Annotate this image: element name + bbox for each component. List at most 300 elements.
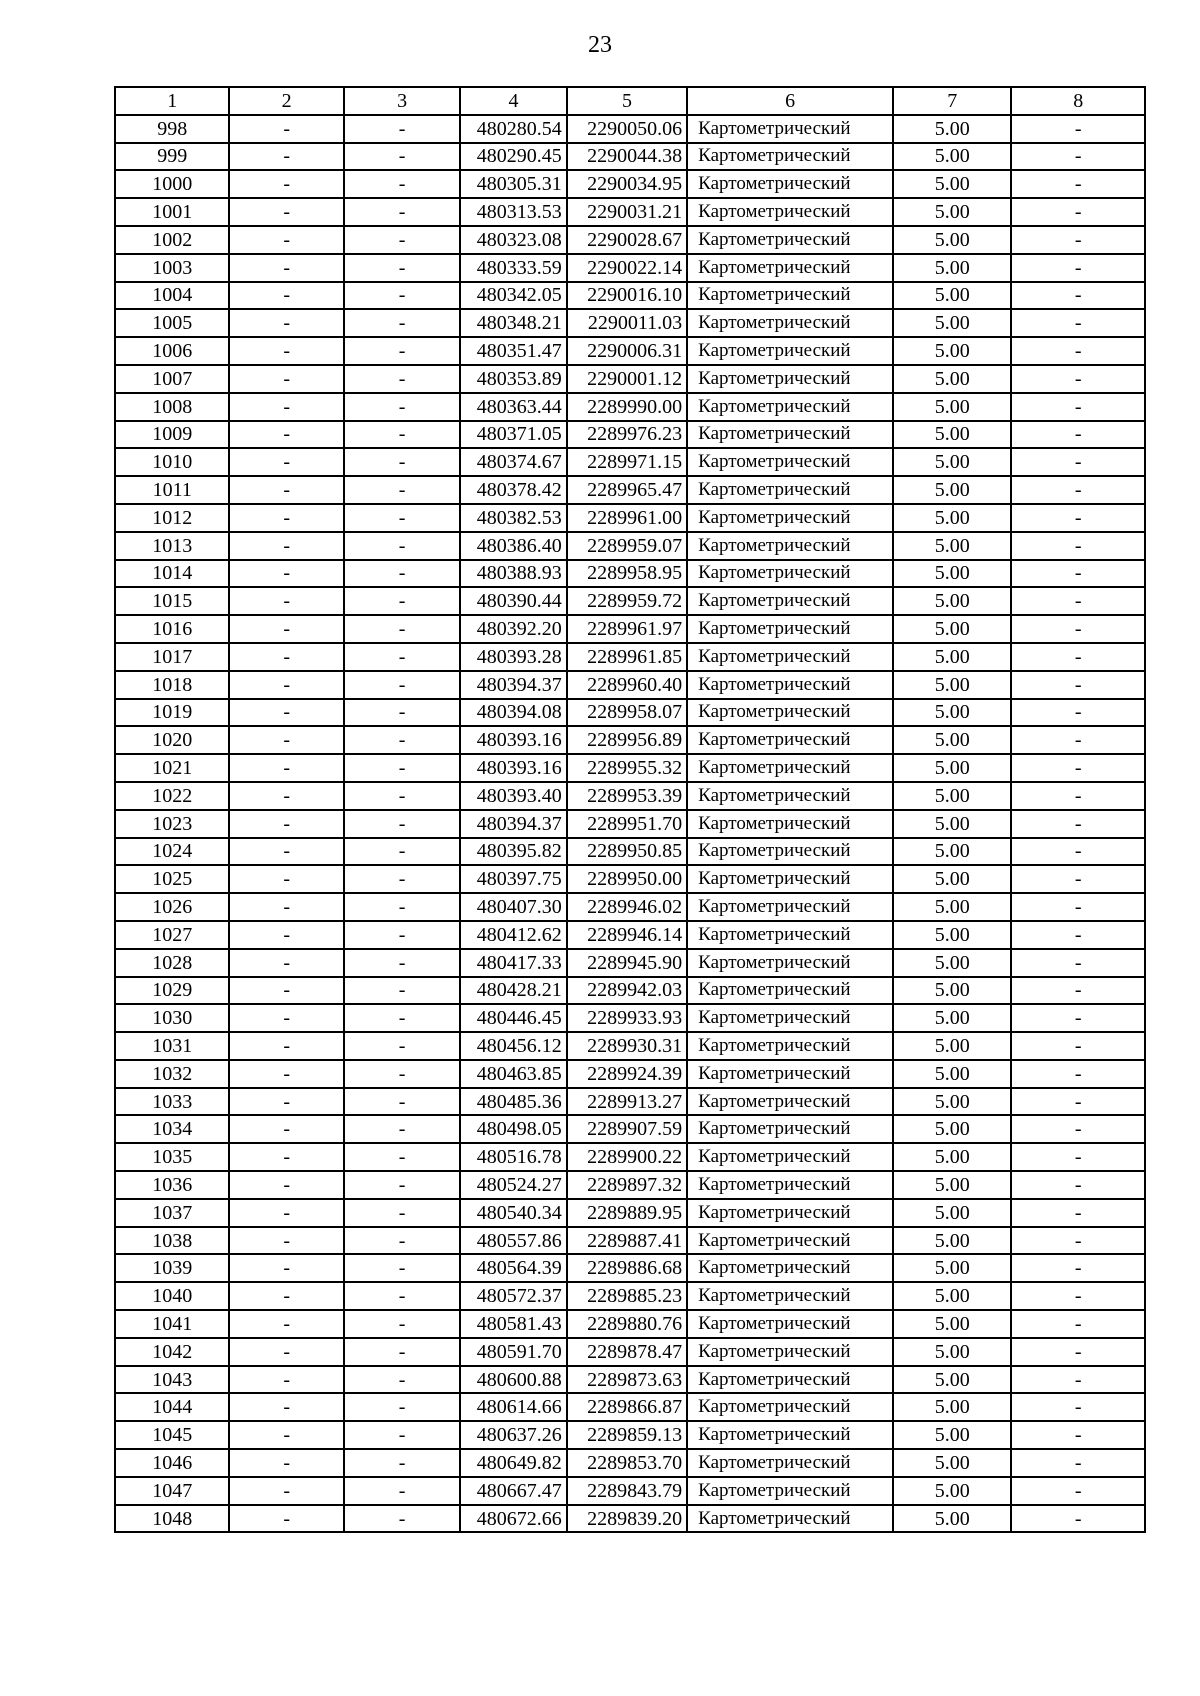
cell-col-2: - [229, 1477, 343, 1505]
accuracy-value: 5.00 [893, 1004, 1011, 1032]
coordinate-x: 480371.05 [460, 421, 566, 449]
coordinate-y: 2289961.97 [567, 615, 687, 643]
determination-method: Картометрический [687, 1088, 893, 1116]
page-number: 23 [588, 32, 612, 58]
determination-method: Картометрический [687, 1477, 893, 1505]
determination-method: Картометрический [687, 1004, 893, 1032]
coordinate-x: 480378.42 [460, 476, 566, 504]
table-row [115, 170, 1145, 198]
point-number: 1038 [115, 1227, 229, 1255]
point-number: 1023 [115, 810, 229, 838]
accuracy-value: 5.00 [893, 893, 1011, 921]
coordinate-x: 480407.30 [460, 893, 566, 921]
coordinate-y: 2289873.63 [567, 1366, 687, 1394]
cell-col-8: - [1011, 504, 1145, 532]
accuracy-value: 5.00 [893, 754, 1011, 782]
point-number: 1045 [115, 1421, 229, 1449]
cell-col-3: - [344, 1254, 460, 1282]
accuracy-value: 5.00 [893, 587, 1011, 615]
accuracy-value: 5.00 [893, 699, 1011, 727]
point-number: 1041 [115, 1310, 229, 1338]
cell-col-8: - [1011, 393, 1145, 421]
coordinate-x: 480557.86 [460, 1227, 566, 1255]
coordinate-x: 480600.88 [460, 1366, 566, 1394]
cell-col-8: - [1011, 1004, 1145, 1032]
coordinate-x: 480394.37 [460, 671, 566, 699]
coordinate-x: 480572.37 [460, 1282, 566, 1310]
coordinates-table [114, 86, 1146, 1533]
cell-col-3: - [344, 1088, 460, 1116]
cell-col-3: - [344, 1171, 460, 1199]
cell-col-2: - [229, 309, 343, 337]
point-number: 999 [115, 143, 229, 171]
coordinate-x: 480498.05 [460, 1115, 566, 1143]
determination-method: Картометрический [687, 476, 893, 504]
cell-col-8: - [1011, 977, 1145, 1005]
coordinate-y: 2289889.95 [567, 1199, 687, 1227]
table-row [115, 1171, 1145, 1199]
coordinate-y: 2289853.70 [567, 1449, 687, 1477]
cell-col-8: - [1011, 865, 1145, 893]
cell-col-3: - [344, 1310, 460, 1338]
cell-col-8: - [1011, 1199, 1145, 1227]
table-row [115, 448, 1145, 476]
accuracy-value: 5.00 [893, 1199, 1011, 1227]
point-number: 1003 [115, 254, 229, 282]
point-number: 1030 [115, 1004, 229, 1032]
cell-col-3: - [344, 532, 460, 560]
cell-col-3: - [344, 1143, 460, 1171]
cell-col-2: - [229, 393, 343, 421]
coordinate-x: 480412.62 [460, 921, 566, 949]
determination-method: Картометрический [687, 1115, 893, 1143]
point-number: 1008 [115, 393, 229, 421]
coordinate-y: 2290044.38 [567, 143, 687, 171]
determination-method: Картометрический [687, 504, 893, 532]
column-header: 7 [893, 87, 1011, 115]
cell-col-2: - [229, 365, 343, 393]
cell-col-2: - [229, 1393, 343, 1421]
table-row [115, 1143, 1145, 1171]
determination-method: Картометрический [687, 198, 893, 226]
cell-col-3: - [344, 838, 460, 866]
accuracy-value: 5.00 [893, 726, 1011, 754]
cell-col-8: - [1011, 170, 1145, 198]
cell-col-8: - [1011, 532, 1145, 560]
accuracy-value: 5.00 [893, 282, 1011, 310]
table-row [115, 726, 1145, 754]
accuracy-value: 5.00 [893, 337, 1011, 365]
cell-col-3: - [344, 949, 460, 977]
accuracy-value: 5.00 [893, 560, 1011, 588]
cell-col-2: - [229, 1310, 343, 1338]
cell-col-2: - [229, 893, 343, 921]
accuracy-value: 5.00 [893, 1421, 1011, 1449]
cell-col-2: - [229, 1254, 343, 1282]
cell-col-8: - [1011, 337, 1145, 365]
cell-col-2: - [229, 143, 343, 171]
cell-col-8: - [1011, 838, 1145, 866]
coordinate-y: 2289885.23 [567, 1282, 687, 1310]
coordinate-y: 2289990.00 [567, 393, 687, 421]
accuracy-value: 5.00 [893, 1505, 1011, 1533]
cell-col-8: - [1011, 1366, 1145, 1394]
determination-method: Картометрический [687, 671, 893, 699]
point-number: 1013 [115, 532, 229, 560]
coordinate-y: 2290011.03 [567, 309, 687, 337]
cell-col-8: - [1011, 671, 1145, 699]
table-row [115, 949, 1145, 977]
cell-col-3: - [344, 810, 460, 838]
coordinate-y: 2289843.79 [567, 1477, 687, 1505]
table-row [115, 421, 1145, 449]
coordinate-y: 2289933.93 [567, 1004, 687, 1032]
table-row [115, 254, 1145, 282]
point-number: 1048 [115, 1505, 229, 1533]
table-row [115, 977, 1145, 1005]
point-number: 1032 [115, 1060, 229, 1088]
cell-col-2: - [229, 838, 343, 866]
cell-col-8: - [1011, 421, 1145, 449]
accuracy-value: 5.00 [893, 226, 1011, 254]
table-row [115, 337, 1145, 365]
point-number: 1031 [115, 1032, 229, 1060]
cell-col-2: - [229, 254, 343, 282]
coordinate-y: 2289956.89 [567, 726, 687, 754]
accuracy-value: 5.00 [893, 1282, 1011, 1310]
accuracy-value: 5.00 [893, 254, 1011, 282]
determination-method: Картометрический [687, 1254, 893, 1282]
determination-method: Картометрический [687, 949, 893, 977]
cell-col-8: - [1011, 1449, 1145, 1477]
column-header: 4 [460, 87, 566, 115]
coordinate-x: 480463.85 [460, 1060, 566, 1088]
accuracy-value: 5.00 [893, 1060, 1011, 1088]
cell-col-8: - [1011, 1143, 1145, 1171]
point-number: 1001 [115, 198, 229, 226]
point-number: 1015 [115, 587, 229, 615]
coordinate-y: 2289907.59 [567, 1115, 687, 1143]
point-number: 1036 [115, 1171, 229, 1199]
table-row [115, 504, 1145, 532]
accuracy-value: 5.00 [893, 1088, 1011, 1116]
determination-method: Картометрический [687, 560, 893, 588]
determination-method: Картометрический [687, 1505, 893, 1533]
point-number: 1018 [115, 671, 229, 699]
cell-col-2: - [229, 1227, 343, 1255]
determination-method: Картометрический [687, 1338, 893, 1366]
cell-col-3: - [344, 337, 460, 365]
determination-method: Картометрический [687, 921, 893, 949]
point-number: 1033 [115, 1088, 229, 1116]
cell-col-3: - [344, 1115, 460, 1143]
accuracy-value: 5.00 [893, 1366, 1011, 1394]
accuracy-value: 5.00 [893, 921, 1011, 949]
coordinate-y: 2289859.13 [567, 1421, 687, 1449]
determination-method: Картометрический [687, 1199, 893, 1227]
accuracy-value: 5.00 [893, 838, 1011, 866]
table-row [115, 282, 1145, 310]
cell-col-2: - [229, 587, 343, 615]
coordinate-x: 480348.21 [460, 309, 566, 337]
table-row [115, 921, 1145, 949]
cell-col-3: - [344, 977, 460, 1005]
column-header: 6 [687, 87, 893, 115]
cell-col-2: - [229, 198, 343, 226]
table-row [115, 1421, 1145, 1449]
cell-col-8: - [1011, 476, 1145, 504]
table-row [115, 1505, 1145, 1533]
accuracy-value: 5.00 [893, 810, 1011, 838]
cell-col-2: - [229, 1282, 343, 1310]
cell-col-2: - [229, 810, 343, 838]
determination-method: Картометрический [687, 782, 893, 810]
coordinate-x: 480392.20 [460, 615, 566, 643]
coordinate-y: 2289887.41 [567, 1227, 687, 1255]
coordinate-y: 2289942.03 [567, 977, 687, 1005]
cell-col-3: - [344, 170, 460, 198]
cell-col-3: - [344, 448, 460, 476]
coordinate-y: 2289946.14 [567, 921, 687, 949]
cell-col-2: - [229, 977, 343, 1005]
coordinate-y: 2289913.27 [567, 1088, 687, 1116]
column-header: 8 [1011, 87, 1145, 115]
coordinate-x: 480649.82 [460, 1449, 566, 1477]
coordinate-y: 2289958.07 [567, 699, 687, 727]
coordinate-y: 2290001.12 [567, 365, 687, 393]
coordinate-y: 2289950.00 [567, 865, 687, 893]
point-number: 1004 [115, 282, 229, 310]
column-header: 3 [344, 87, 460, 115]
coordinate-y: 2289959.07 [567, 532, 687, 560]
coordinate-y: 2289976.23 [567, 421, 687, 449]
table-row [115, 810, 1145, 838]
cell-col-8: - [1011, 643, 1145, 671]
point-number: 1043 [115, 1366, 229, 1394]
cell-col-2: - [229, 504, 343, 532]
coordinate-y: 2289965.47 [567, 476, 687, 504]
cell-col-8: - [1011, 782, 1145, 810]
cell-col-3: - [344, 754, 460, 782]
point-number: 1042 [115, 1338, 229, 1366]
table-row [115, 393, 1145, 421]
accuracy-value: 5.00 [893, 643, 1011, 671]
point-number: 1002 [115, 226, 229, 254]
table-header-row [115, 87, 1145, 115]
determination-method: Картометрический [687, 309, 893, 337]
accuracy-value: 5.00 [893, 1171, 1011, 1199]
coordinate-y: 2289959.72 [567, 587, 687, 615]
accuracy-value: 5.00 [893, 170, 1011, 198]
cell-col-8: - [1011, 754, 1145, 782]
cell-col-3: - [344, 587, 460, 615]
coordinate-x: 480581.43 [460, 1310, 566, 1338]
coordinate-x: 480394.37 [460, 810, 566, 838]
point-number: 1012 [115, 504, 229, 532]
cell-col-3: - [344, 615, 460, 643]
table-row [115, 1393, 1145, 1421]
determination-method: Картометрический [687, 170, 893, 198]
cell-col-3: - [344, 1004, 460, 1032]
table-row [115, 1115, 1145, 1143]
coordinate-y: 2289951.70 [567, 810, 687, 838]
accuracy-value: 5.00 [893, 671, 1011, 699]
cell-col-2: - [229, 1171, 343, 1199]
cell-col-2: - [229, 1199, 343, 1227]
table-row [115, 615, 1145, 643]
coordinate-x: 480386.40 [460, 532, 566, 560]
cell-col-8: - [1011, 615, 1145, 643]
accuracy-value: 5.00 [893, 476, 1011, 504]
coordinate-x: 480393.28 [460, 643, 566, 671]
accuracy-value: 5.00 [893, 1310, 1011, 1338]
accuracy-value: 5.00 [893, 309, 1011, 337]
cell-col-8: - [1011, 1060, 1145, 1088]
cell-col-3: - [344, 309, 460, 337]
determination-method: Картометрический [687, 643, 893, 671]
determination-method: Картометрический [687, 282, 893, 310]
table-row [115, 754, 1145, 782]
cell-col-2: - [229, 615, 343, 643]
table-row [115, 671, 1145, 699]
coordinate-y: 2289953.39 [567, 782, 687, 810]
point-number: 1006 [115, 337, 229, 365]
cell-col-3: - [344, 560, 460, 588]
point-number: 1005 [115, 309, 229, 337]
coordinate-x: 480564.39 [460, 1254, 566, 1282]
point-number: 1009 [115, 421, 229, 449]
cell-col-3: - [344, 1505, 460, 1533]
coordinate-x: 480323.08 [460, 226, 566, 254]
cell-col-8: - [1011, 1505, 1145, 1533]
cell-col-8: - [1011, 1421, 1145, 1449]
determination-method: Картометрический [687, 977, 893, 1005]
coordinate-y: 2290050.06 [567, 115, 687, 143]
point-number: 1044 [115, 1393, 229, 1421]
coordinate-x: 480374.67 [460, 448, 566, 476]
accuracy-value: 5.00 [893, 977, 1011, 1005]
point-number: 1017 [115, 643, 229, 671]
accuracy-value: 5.00 [893, 143, 1011, 171]
coordinate-x: 480417.33 [460, 949, 566, 977]
table-row [115, 1254, 1145, 1282]
coordinate-y: 2289880.76 [567, 1310, 687, 1338]
coordinate-x: 480395.82 [460, 838, 566, 866]
cell-col-2: - [229, 726, 343, 754]
cell-col-3: - [344, 421, 460, 449]
table-row [115, 1310, 1145, 1338]
coordinate-y: 2289945.90 [567, 949, 687, 977]
coordinate-x: 480353.89 [460, 365, 566, 393]
table-row [115, 893, 1145, 921]
determination-method: Картометрический [687, 1032, 893, 1060]
determination-method: Картометрический [687, 143, 893, 171]
point-number: 1037 [115, 1199, 229, 1227]
determination-method: Картометрический [687, 226, 893, 254]
coordinate-x: 480397.75 [460, 865, 566, 893]
point-number: 1021 [115, 754, 229, 782]
cell-col-3: - [344, 1338, 460, 1366]
determination-method: Картометрический [687, 1282, 893, 1310]
cell-col-3: - [344, 1060, 460, 1088]
accuracy-value: 5.00 [893, 448, 1011, 476]
cell-col-8: - [1011, 254, 1145, 282]
cell-col-8: - [1011, 699, 1145, 727]
coordinate-y: 2290022.14 [567, 254, 687, 282]
cell-col-8: - [1011, 810, 1145, 838]
coordinate-x: 480313.53 [460, 198, 566, 226]
determination-method: Картометрический [687, 1393, 893, 1421]
point-number: 1039 [115, 1254, 229, 1282]
table-row [115, 143, 1145, 171]
table-row [115, 1366, 1145, 1394]
table-row [115, 365, 1145, 393]
table-row [115, 865, 1145, 893]
cell-col-2: - [229, 1032, 343, 1060]
cell-col-3: - [344, 1032, 460, 1060]
coordinate-y: 2289955.32 [567, 754, 687, 782]
cell-col-3: - [344, 1449, 460, 1477]
cell-col-3: - [344, 671, 460, 699]
accuracy-value: 5.00 [893, 865, 1011, 893]
determination-method: Картометрический [687, 421, 893, 449]
cell-col-3: - [344, 282, 460, 310]
table-row [115, 587, 1145, 615]
cell-col-2: - [229, 1449, 343, 1477]
table-row [115, 309, 1145, 337]
cell-col-3: - [344, 393, 460, 421]
coordinate-y: 2289866.87 [567, 1393, 687, 1421]
determination-method: Картометрический [687, 893, 893, 921]
coordinate-y: 2289924.39 [567, 1060, 687, 1088]
accuracy-value: 5.00 [893, 504, 1011, 532]
cell-col-8: - [1011, 1171, 1145, 1199]
table-row [115, 838, 1145, 866]
cell-col-8: - [1011, 448, 1145, 476]
coordinate-x: 480351.47 [460, 337, 566, 365]
point-number: 1035 [115, 1143, 229, 1171]
cell-col-3: - [344, 865, 460, 893]
point-number: 1022 [115, 782, 229, 810]
column-header: 2 [229, 87, 343, 115]
accuracy-value: 5.00 [893, 1393, 1011, 1421]
coordinate-x: 480540.34 [460, 1199, 566, 1227]
cell-col-2: - [229, 448, 343, 476]
cell-col-8: - [1011, 1088, 1145, 1116]
coordinate-x: 480390.44 [460, 587, 566, 615]
point-number: 1019 [115, 699, 229, 727]
coordinate-x: 480280.54 [460, 115, 566, 143]
coordinate-y: 2289878.47 [567, 1338, 687, 1366]
coordinate-y: 2290006.31 [567, 337, 687, 365]
coordinate-x: 480382.53 [460, 504, 566, 532]
table-row [115, 198, 1145, 226]
cell-col-3: - [344, 476, 460, 504]
coordinate-y: 2289930.31 [567, 1032, 687, 1060]
cell-col-3: - [344, 1227, 460, 1255]
coordinate-y: 2290016.10 [567, 282, 687, 310]
cell-col-2: - [229, 337, 343, 365]
cell-col-2: - [229, 782, 343, 810]
cell-col-8: - [1011, 309, 1145, 337]
cell-col-8: - [1011, 226, 1145, 254]
point-number: 1000 [115, 170, 229, 198]
point-number: 1027 [115, 921, 229, 949]
cell-col-3: - [344, 643, 460, 671]
table-row [115, 1227, 1145, 1255]
coordinate-x: 480667.47 [460, 1477, 566, 1505]
determination-method: Картометрический [687, 365, 893, 393]
